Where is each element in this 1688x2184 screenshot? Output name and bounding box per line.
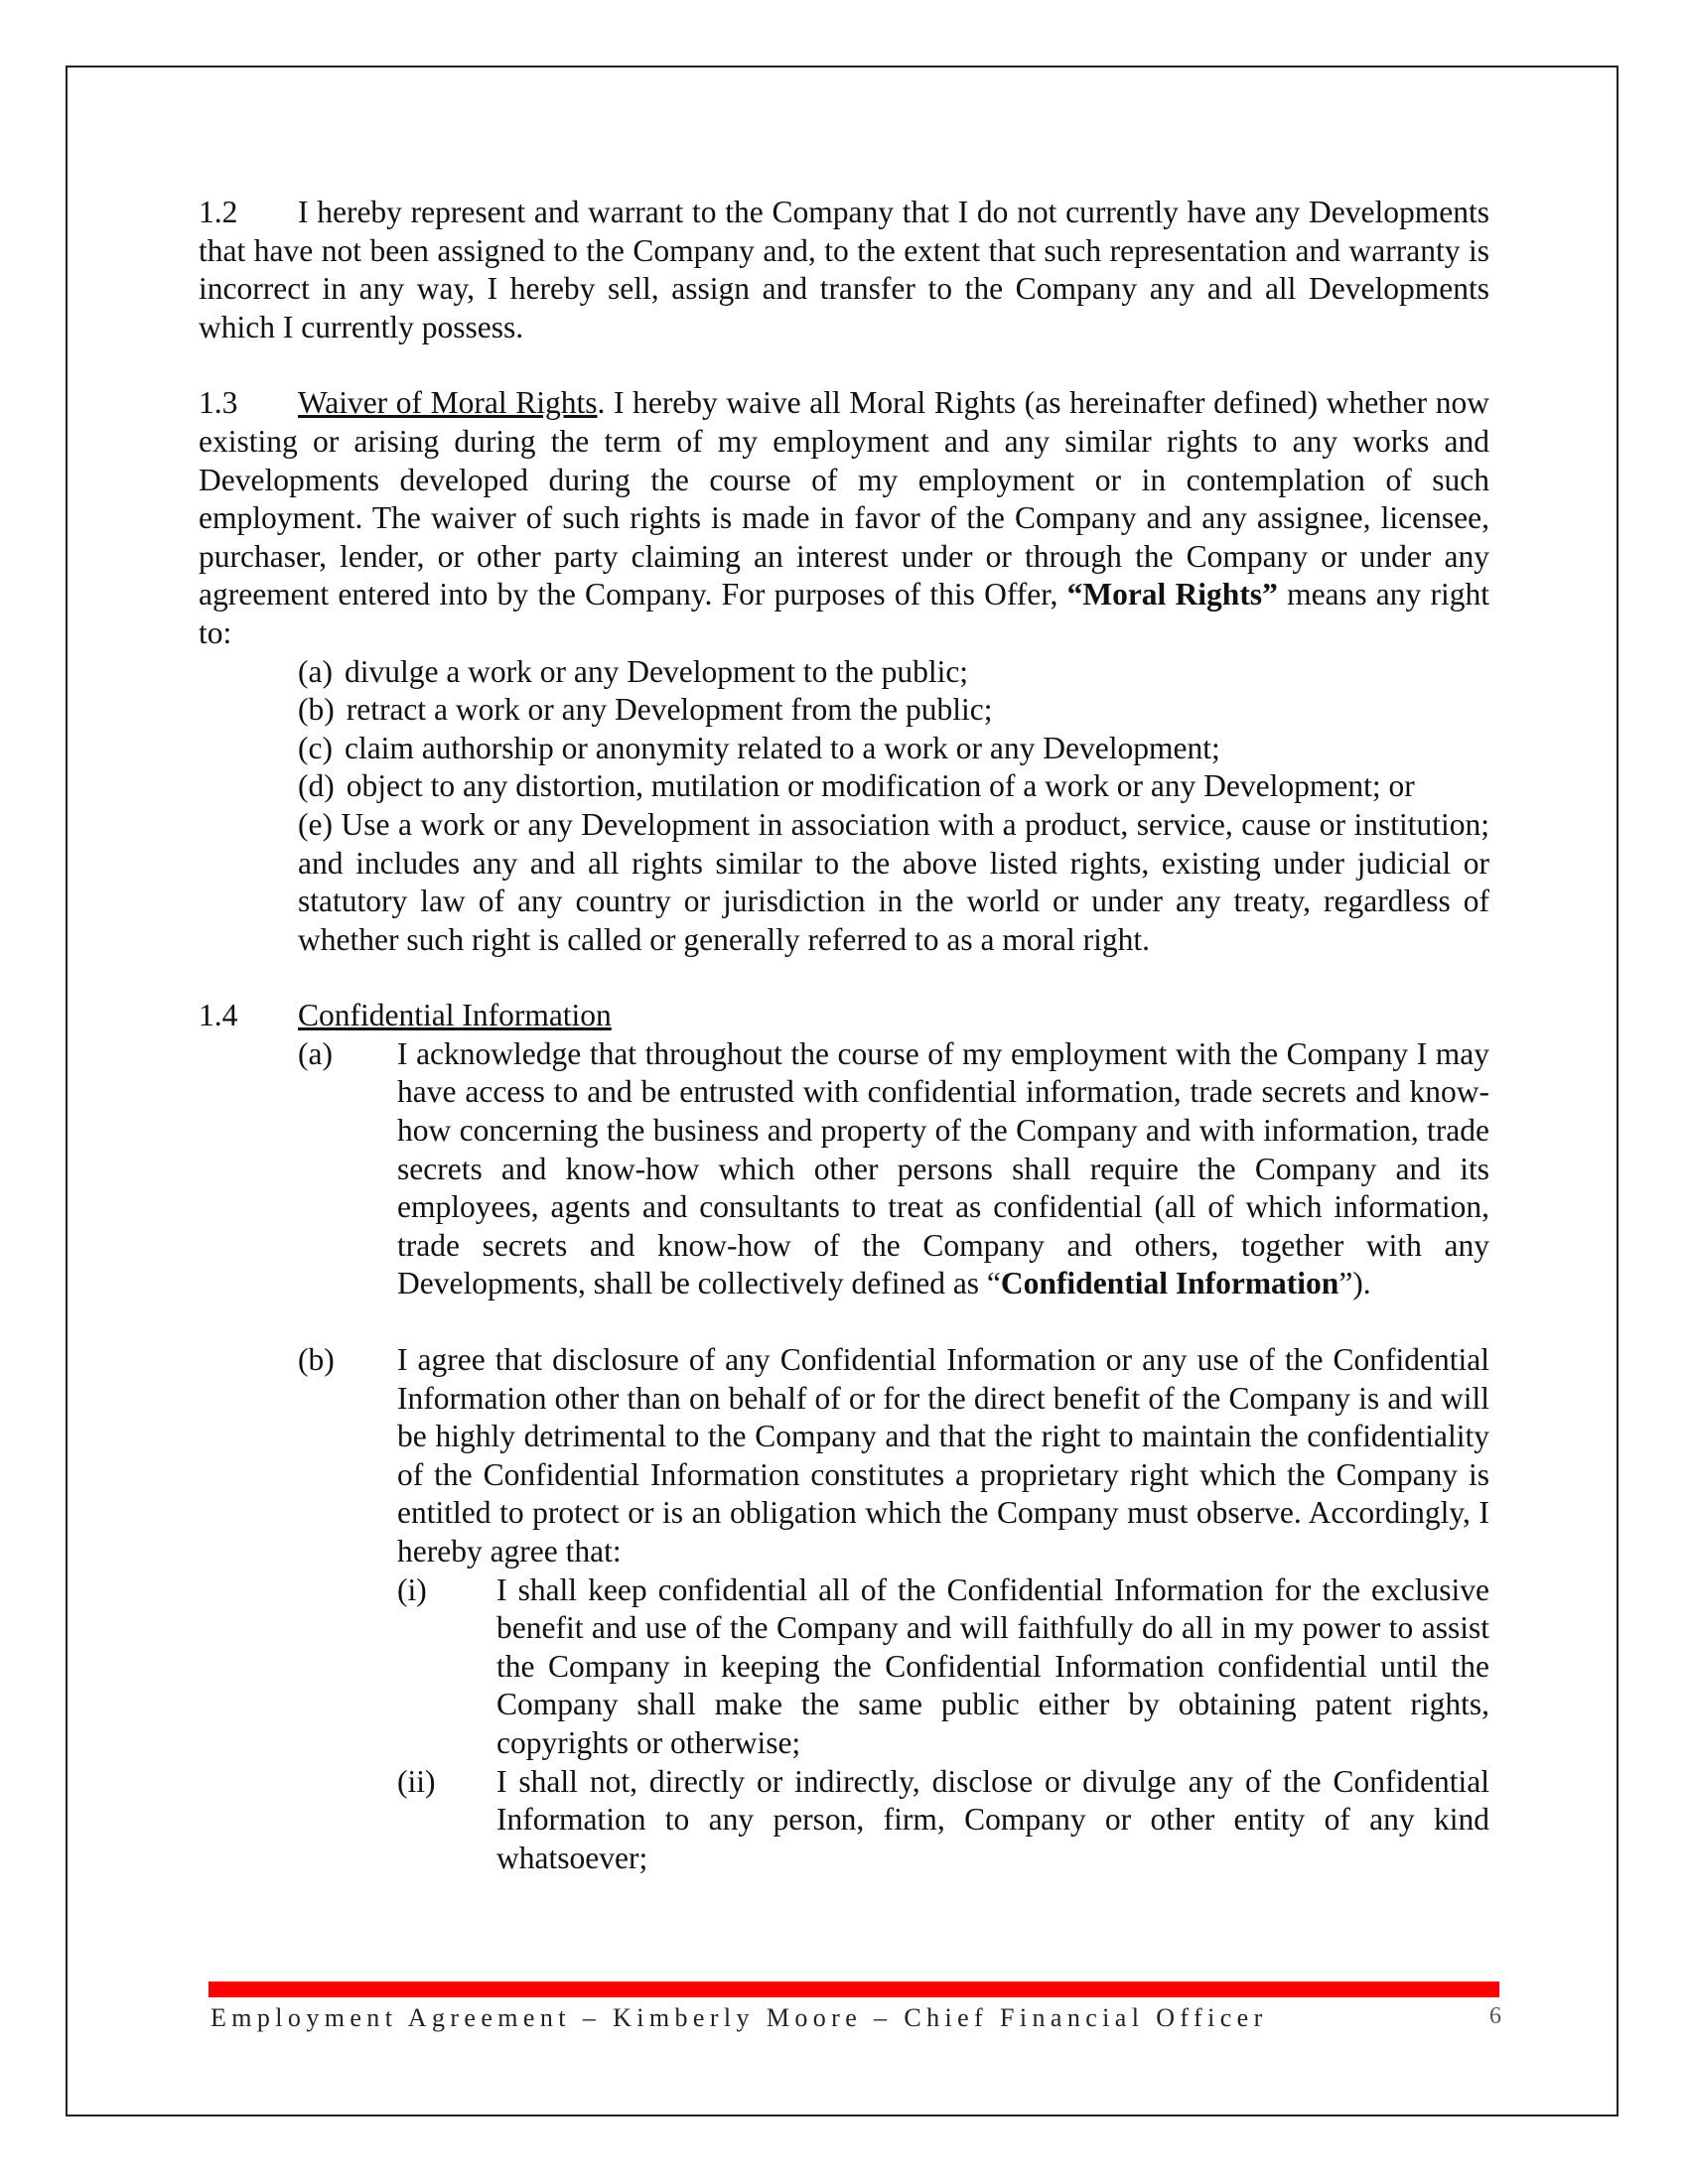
moral-rights-list [298, 653, 1489, 960]
document-body [199, 194, 1489, 1877]
list-text: object to any distortion, mutilation or modification of a work or any Development; or [346, 768, 1415, 804]
list-text: retract a work or any Development from the public; [346, 692, 993, 728]
section-number: 1.2 [199, 195, 238, 229]
list-text: Use a work or any Development in association with a product, service, cause or institution; and includes any and all rights similar to the above listed rights, existing under judicial or statutory law of any country or jurisdiction in the world or under any treaty, regardless of whether such right is called or generally referred to as a moral right. [298, 806, 1489, 957]
list-item [298, 730, 1489, 768]
page-number: 6 [1489, 2003, 1501, 2029]
clause-i [397, 1571, 1489, 1763]
section-number: 1.3 [199, 385, 238, 421]
clause-text: I shall keep confidential all of the Confidential Information for the exclusive benefit and use of the Company and will faithfully do all in my power to assist the Company in keeping the Confidential Information confidential until the Company shall make the same public either by obtaining patent rights, copyrights or otherwise; [496, 1571, 1489, 1760]
list-label: (c) [298, 730, 333, 765]
list-label: (a) [298, 653, 333, 689]
list-item [298, 691, 1489, 730]
clause-text: I shall not, directly or indirectly, disclose or divulge any of the Confidential Information to any person, firm, Company or other entity of any kind whatsoever; [496, 1763, 1489, 1875]
subsection-b [298, 1341, 1489, 1571]
page-footer [211, 2003, 1501, 2043]
clause-label: (i) [397, 1571, 427, 1607]
list-item [298, 806, 1489, 959]
defined-term: “Moral Rights” [1066, 577, 1278, 613]
subsection-text: I agree that disclosure of any Confidential Information or any use of the Confidential Information other than on behalf of or for the direct benefit of the Company is and will be highly detrimental to the Company and that the right to maintain the confidentiality of the Confidential Information constitutes a proprietary right which the Company is entitled to protect or is an obligation which the Company must observe. Accordingly, I hereby agree that: [397, 1342, 1489, 1569]
section-1-3 [199, 384, 1489, 652]
list-text: claim authorship or anonymity related to a work or any Development; [344, 730, 1220, 765]
section-number: 1.4 [199, 998, 238, 1033]
footer-accent-bar [209, 1981, 1499, 1997]
section-text: means any right to: [199, 577, 1490, 650]
section-title: Confidential Information [298, 998, 612, 1033]
subsection-label: (a) [298, 1035, 333, 1071]
list-label: (b) [298, 692, 335, 728]
subsection-label: (b) [298, 1342, 335, 1378]
section-text: I hereby represent and warrant to the Company that I do not currently have any Developments that have not been assigned to the Company and, to the extent that such representation and warranty is incorrect in any way, I hereby sell, assign and transfer to the Company any and all Developments which I currently possess. [199, 195, 1489, 344]
list-item [298, 767, 1489, 806]
clause-ii [397, 1763, 1489, 1878]
list-item [298, 653, 1489, 692]
section-1-2 [199, 194, 1489, 346]
section-text: . I hereby waive all Moral Rights (as hereinafter defined) whether now existing or arising during the term of my employment and any similar rights to any works and Developments developed during the course of my employment or in contemplation of such employment. The waiver of such rights is made in favor of the Company and any assignee, licensee, purchaser, lender, or other party claiming an interest under or through the Company or under any agreement entered into by the Company. For purposes of this Offer, [199, 385, 1490, 613]
subsection-text: ”). [1338, 1266, 1371, 1301]
footer-title: Employment Agreement – Kimberly Moore – Chief Financial Officer [211, 2003, 1268, 2032]
subsection-text: I acknowledge that throughout the course of my employment with the Company I may have access to and be entrusted with confidential information, trade secrets and know-how concerning the business and property of the Company and with information, trade secrets and know-how which other persons shall require the Company and its employees, agents and consultants to treat as confidential (all of which information, trade secrets and know-how of the Company and others, together with any Developments, shall be collectively defined as “ [397, 1035, 1489, 1301]
clause-label: (ii) [397, 1763, 436, 1799]
list-text: divulge a work or any Development to the public; [344, 653, 969, 689]
section-title: Waiver of Moral Rights [298, 385, 598, 421]
list-label: (d) [298, 768, 335, 804]
section-1-4-heading [199, 997, 1489, 1035]
subsection-a [298, 1035, 1489, 1303]
list-label: (e) [298, 806, 333, 842]
defined-term: Confidential Information [1000, 1266, 1339, 1301]
